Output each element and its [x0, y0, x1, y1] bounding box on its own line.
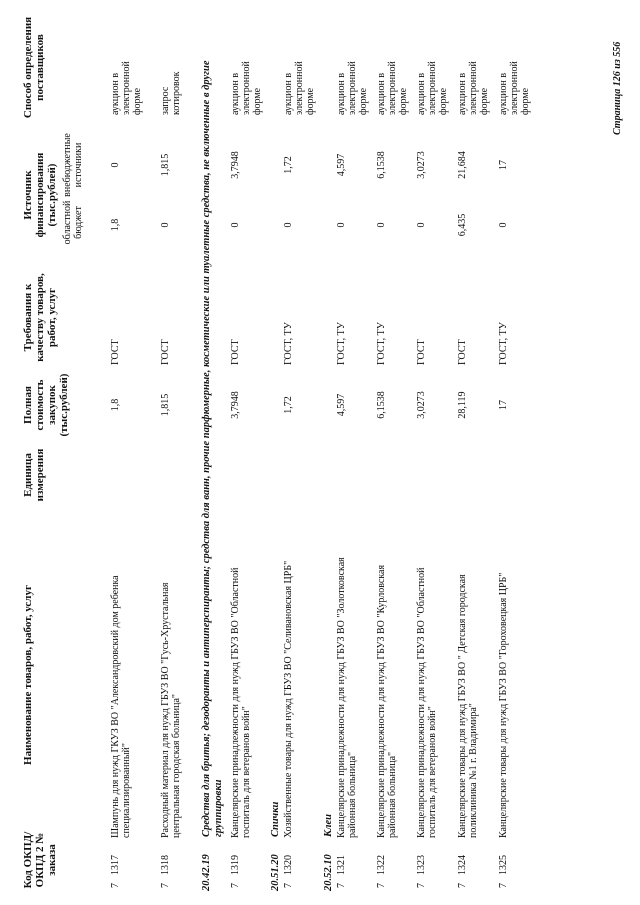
group-code-text: 20.51.20	[270, 854, 281, 891]
row-external: 3,0273	[416, 151, 427, 179]
row-name: Хозяйственные товары для нужд ГБУЗ ВО "Селивановская ЦРБ"	[283, 560, 294, 838]
row-method: запрос котировок	[160, 71, 182, 115]
group-title: Средства для бритья; дезодоранты и антиперспиранты; средства для ванн, прочие парфюмерные, косметические или туалетные средства, не включенные в другие группировки	[201, 60, 224, 837]
row-method: аукцион в электронной форме	[283, 61, 316, 115]
group-title: Спички	[270, 801, 281, 837]
row-requirements: ГОСТ, ТУ	[376, 322, 387, 365]
row-method: аукцион в электронной форме	[498, 61, 531, 115]
group-code	[323, 837, 335, 891]
header-financing-external: внебюджетные источники	[62, 133, 84, 197]
header-cost: Полная стоимость закупок (тыс.рублей)	[22, 373, 70, 437]
row-cost: 3,0273	[416, 391, 427, 419]
row-regional: 0	[283, 222, 294, 228]
row-regional: 0	[230, 222, 241, 228]
row-external: 1,815	[160, 153, 171, 177]
row-method: аукцион в электронной форме	[336, 61, 369, 115]
group-code	[201, 837, 213, 891]
row-method: аукцион в электронной форме	[376, 61, 409, 115]
row-regional: 0	[376, 222, 387, 228]
row-prefix: 7	[283, 883, 294, 888]
row-cost: 1,815	[160, 393, 171, 417]
row-requirements: ГОСТ, ТУ	[498, 322, 509, 365]
group-code-text: 20.52.10	[323, 854, 334, 891]
row-regional: 0	[336, 222, 347, 228]
row-requirements: ГОСТ	[160, 339, 171, 365]
row-cost: 3,7948	[230, 391, 241, 419]
row-regional: 6,435	[457, 213, 468, 237]
row-name: Канцелярские принадлежности для нужд ГБУЗ ВО "Областной госпиталь для ветеранов войн"	[230, 567, 252, 838]
row-external: 6,1538	[376, 151, 387, 179]
row-regional: 0	[498, 222, 509, 228]
row-regional: 1,8	[110, 218, 121, 232]
row-number: 1320	[283, 855, 294, 875]
row-cost: 6,1538	[376, 391, 387, 419]
row-prefix: 7	[376, 883, 387, 888]
row-requirements: ГОСТ	[457, 339, 468, 365]
row-prefix: 7	[230, 883, 241, 888]
row-method: аукцион в электронной форме	[416, 61, 449, 115]
row-regional: 0	[160, 222, 171, 228]
row-number: 1317	[110, 855, 121, 875]
row-name: Канцелярские принадлежности для нужд ГБУЗ ВО "Курловская районная больница"	[376, 564, 398, 838]
row-regional: 0	[416, 222, 427, 228]
group-title: Клеи	[323, 813, 334, 837]
row-name: Канцелярские товары для нужд ГБУЗ ВО " Детская городская поликлиника №1 г. Владимира"	[457, 574, 479, 838]
row-name: Канцелярские принадлежности для нужд ГБУЗ ВО "Золотковская районная больница"	[336, 557, 358, 838]
header-financing: Источник финансирования (тыс.рублей)	[22, 152, 58, 238]
row-prefix: 7	[416, 883, 427, 888]
row-cost: 4,597	[336, 393, 347, 417]
row-cost: 28,119	[457, 391, 468, 419]
row-number: 1319	[230, 855, 241, 875]
header-requirements: Требования к качеству товаров, работ, услуг	[22, 273, 58, 362]
row-number: 1318	[160, 855, 171, 875]
row-name: Канцелярские товары для нужд ГБУЗ ВО "Гороховецкая ЦРБ"	[498, 572, 509, 838]
row-prefix: 7	[498, 883, 509, 888]
header-code: Код ОКПД/ ОКПД 2 № заказа	[22, 831, 58, 889]
header-method: Способ определения поставщиков	[22, 16, 46, 119]
header-financing-regional: областной бюджет	[62, 200, 84, 245]
row-cost: 1,8	[110, 398, 121, 412]
row-external: 0	[110, 162, 121, 168]
header-name: Наименование товаров, работ, услуг	[22, 585, 34, 765]
row-method: аукцион в электронной форме	[230, 61, 263, 115]
row-number: 1322	[376, 855, 387, 875]
row-requirements: ГОСТ, ТУ	[336, 322, 347, 365]
row-name: Расходный материал для нужд ГБУЗ ВО "Гусь-Хрустальная центральная городская больница"	[160, 582, 182, 838]
row-external: 3,7948	[230, 151, 241, 179]
row-prefix: 7	[160, 883, 171, 888]
row-number: 1324	[457, 855, 468, 875]
row-number: 1321	[336, 855, 347, 875]
row-name: Канцелярские принадлежности для нужд ГБУЗ ВО "Областной госпиталь для ветеранов войн"	[416, 567, 438, 838]
row-external: 4,597	[336, 153, 347, 177]
header-unit: Единица измерения	[22, 448, 46, 502]
group-code	[270, 837, 282, 891]
row-external: 1,72	[283, 156, 294, 174]
row-method: аукцион в электронной форме	[110, 61, 143, 115]
row-requirements: ГОСТ, ТУ	[283, 322, 294, 365]
row-external: 17	[498, 160, 509, 170]
row-number: 1323	[416, 855, 427, 875]
row-requirements: ГОСТ	[110, 339, 121, 365]
row-prefix: 7	[110, 883, 121, 888]
row-name: Шампунь для нужд ГКУЗ ВО "Александровский дом ребенка специализированный"	[110, 575, 132, 838]
row-cost: 1,72	[283, 396, 294, 414]
row-requirements: ГОСТ	[416, 339, 427, 365]
row-prefix: 7	[336, 883, 347, 888]
row-external: 21,684	[457, 151, 468, 179]
row-method: аукцион в электронной форме	[457, 61, 490, 115]
page-footer: Страница 126 из 556	[612, 41, 623, 135]
row-requirements: ГОСТ	[230, 339, 241, 365]
group-code-text: 20.42.19	[201, 854, 212, 891]
row-cost: 17	[498, 400, 509, 410]
row-number: 1325	[498, 855, 509, 875]
row-prefix: 7	[457, 883, 468, 888]
